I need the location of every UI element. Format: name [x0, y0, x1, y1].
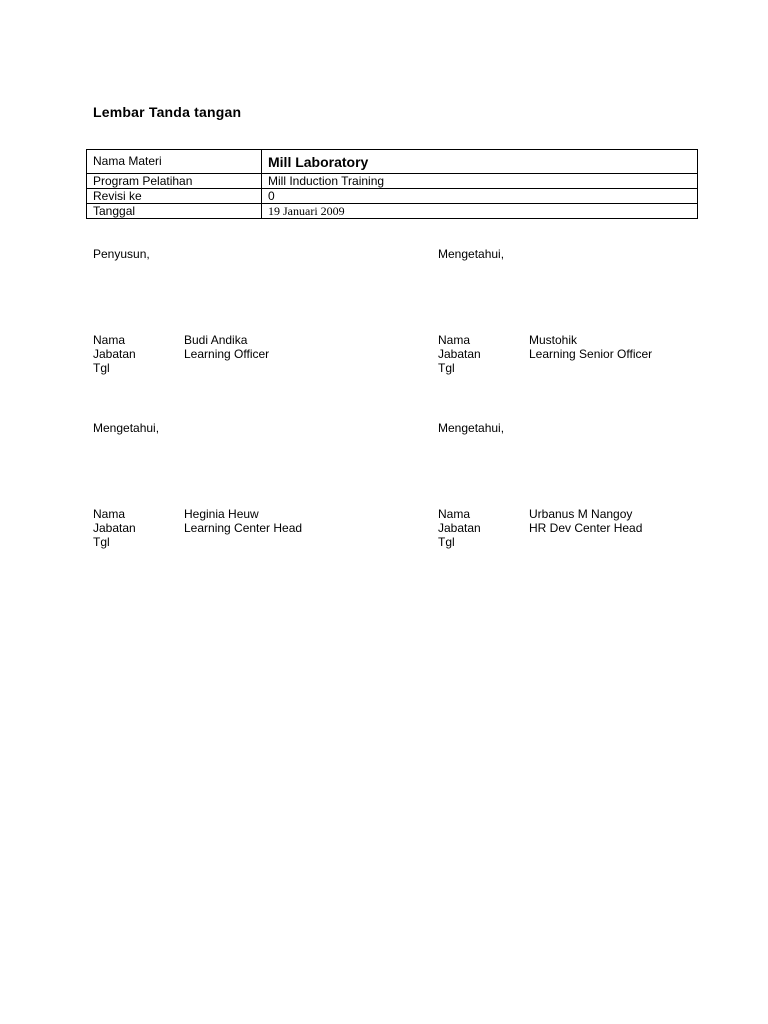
position-label: Jabatan — [438, 521, 481, 535]
date-label: Tgl — [93, 535, 110, 549]
name-value: Heginia Heuw — [184, 507, 259, 521]
position-label: Jabatan — [93, 521, 136, 535]
position-label: Jabatan — [93, 347, 136, 361]
table-row-program-pelatihan — [87, 174, 698, 189]
signature-block-penyusun — [93, 247, 413, 375]
table-row-revisi — [87, 189, 698, 204]
name-label: Nama — [438, 333, 471, 347]
signature-fields — [438, 333, 758, 375]
signature-fields — [93, 507, 413, 549]
nama-materi-label: Nama Materi — [87, 150, 262, 174]
signature-name-row — [438, 333, 758, 347]
signature-block-mengetahui-2 — [93, 421, 413, 549]
document-info-table — [86, 149, 698, 219]
signature-heading: Mengetahui, — [93, 421, 160, 435]
name-value: Mustohik — [529, 333, 578, 347]
date-label: Tgl — [438, 361, 455, 375]
program-pelatihan-label: Program Pelatihan — [87, 174, 262, 189]
signature-block-mengetahui-3 — [438, 421, 758, 549]
name-value: Budi Andika — [184, 333, 248, 347]
signature-fields — [93, 333, 413, 375]
position-label: Jabatan — [438, 347, 481, 361]
signature-heading: Penyusun, — [93, 247, 150, 261]
date-label: Tgl — [93, 361, 110, 375]
signature-position-row — [93, 347, 413, 361]
position-value: Learning Officer — [184, 347, 270, 361]
position-value: Learning Center Head — [184, 521, 303, 535]
signature-name-row — [438, 507, 758, 521]
signature-date-row — [93, 361, 413, 375]
date-label: Tgl — [438, 535, 455, 549]
table-row-tanggal — [87, 204, 698, 219]
tanggal-label: Tanggal — [87, 204, 262, 219]
position-value: HR Dev Center Head — [529, 521, 643, 535]
signature-date-row — [438, 535, 758, 549]
program-pelatihan-value: Mill Induction Training — [262, 174, 698, 189]
signature-position-row — [438, 521, 758, 535]
name-label: Nama — [93, 333, 126, 347]
revisi-value: 0 — [262, 189, 698, 204]
signature-heading: Mengetahui, — [438, 421, 505, 435]
name-label: Nama — [438, 507, 471, 521]
signature-date-row — [93, 535, 413, 549]
signature-heading: Mengetahui, — [438, 247, 505, 261]
nama-materi-value: Mill Laboratory — [262, 150, 698, 174]
revisi-label: Revisi ke — [87, 189, 262, 204]
signature-date-row — [438, 361, 758, 375]
signature-block-mengetahui-1 — [438, 247, 758, 375]
position-value: Learning Senior Officer — [529, 347, 653, 361]
name-label: Nama — [93, 507, 126, 521]
tanggal-value: 19 Januari 2009 — [262, 204, 698, 219]
name-value: Urbanus M Nangoy — [529, 507, 633, 521]
signature-position-row — [438, 347, 758, 361]
page-title: Lembar Tanda tangan — [93, 104, 242, 120]
signature-fields — [438, 507, 758, 549]
signature-position-row — [93, 521, 413, 535]
table-row-nama-materi — [87, 150, 698, 174]
signature-name-row — [93, 507, 413, 521]
signature-name-row — [93, 333, 413, 347]
